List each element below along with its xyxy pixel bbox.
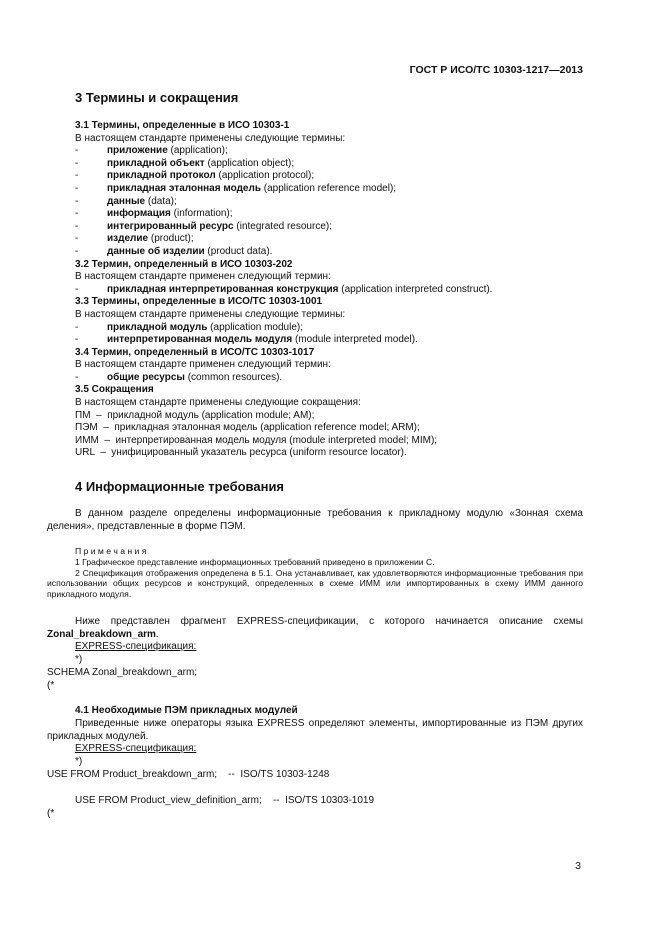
term-gloss: (application interpreted construct). [338, 283, 493, 295]
term-entry [107, 372, 282, 385]
term-item [75, 145, 583, 158]
subsection-3-5-intro: В настоящем стандарте применены следующие сокращения: [75, 397, 361, 409]
list-dash: - [75, 145, 79, 157]
term-name: данные [107, 195, 146, 207]
list-dash: - [75, 220, 79, 232]
code-comment-close: *) [75, 654, 83, 665]
list-dash: - [75, 182, 79, 194]
term-item [75, 284, 583, 297]
term-item [75, 233, 583, 246]
code-use-product-breakdown: USE FROM Product_breakdown_arm; -- ISO/TS 10303-1248 [47, 769, 330, 780]
term-name: прикладная интерпретированная конструкция [107, 283, 339, 295]
term-name: интегрированный ресурс [107, 220, 234, 232]
term-name: интерпретированная модель модуля [107, 334, 293, 346]
term-entry [107, 208, 233, 221]
term-entry [107, 170, 314, 183]
list-dash: - [75, 371, 79, 383]
express-intro-paragraph [47, 616, 583, 641]
term-name: прикладной объект [107, 157, 205, 169]
abbreviation-item: URL – унифицированный указатель ресурса (uniform resource locator). [75, 447, 407, 459]
section-4-title: 4 Информационные требования [75, 479, 285, 494]
abbreviation-list [75, 410, 583, 460]
term-list-3-3 [75, 322, 583, 347]
term-gloss: (application object); [204, 157, 295, 169]
subsection-3-3-heading: 3.3 Термины, определенные в ИСО/ТС 10303-1001 [75, 296, 323, 308]
term-entry [107, 183, 396, 196]
list-dash: - [75, 195, 79, 207]
subsection-3-2-heading: 3.2 Термин, определенный в ИСО 10303-202 [75, 258, 293, 270]
term-entry [107, 246, 272, 259]
term-item [75, 372, 583, 385]
list-dash: - [75, 170, 79, 182]
section-4-1-paragraph: Приведенные ниже операторы языка EXPRESS определяют элементы, импортированные из ПЭМ других прикладных модулей. [47, 718, 583, 742]
term-entry [107, 145, 228, 158]
schema-name: Zonal_breakdown_arm [47, 628, 156, 640]
subsection-3-3-intro: В настоящем стандарте применены следующие термины: [75, 308, 346, 320]
list-dash: - [75, 283, 79, 295]
term-item [75, 334, 583, 347]
term-list-3-4 [75, 372, 583, 385]
code-use-product-view: USE FROM Product_view_definition_arm; -- ISO/TS 10303-1019 [75, 795, 375, 806]
note-1: 1 Графическое представление информационных требований приведено в приложении С. [75, 557, 435, 567]
express-intro-period: . [155, 628, 159, 640]
term-name: прикладной модуль [107, 321, 208, 333]
term-name: данные об изделии [107, 245, 205, 257]
list-dash: - [75, 245, 79, 257]
term-gloss: (information); [170, 208, 233, 220]
term-list-3-2 [75, 284, 583, 297]
code-comment-close-2: *) [75, 756, 83, 767]
list-dash: - [75, 233, 79, 245]
subsection-3-5-heading: 3.5 Сокращения [75, 384, 154, 396]
subsection-3-4-heading: 3.4 Термин, определенный в ИСО/ТС 10303-1017 [75, 346, 315, 358]
term-item [75, 208, 583, 221]
term-item [75, 322, 583, 335]
subsection-3-2-intro: В настоящем стандарте применен следующий термин: [75, 271, 331, 283]
term-item [75, 246, 583, 259]
term-name: прикладной протокол [107, 170, 216, 182]
term-entry [107, 322, 303, 335]
term-gloss: (data); [145, 195, 177, 207]
document-code: ГОСТ Р ИСО/ТС 10303-1217—2013 [409, 64, 583, 76]
term-item [75, 170, 583, 183]
express-spec-label-2: EXPRESS-спецификация: [75, 743, 197, 754]
term-gloss: (product data). [204, 245, 273, 257]
express-spec-label: EXPRESS-спецификация: [75, 641, 197, 652]
list-dash: - [75, 208, 79, 220]
abbreviation-item: ПМ – прикладной модуль (application module; AM); [75, 409, 315, 421]
code-comment-open-2: (* [47, 808, 55, 819]
section-4-1-title: 4.1 Необходимые ПЭМ прикладных модулей [75, 705, 298, 716]
term-gloss: (module interpreted model). [292, 334, 418, 346]
term-entry [107, 334, 418, 347]
note-2: 2 Спецификация отображения определена в 5.1. Она устанавливает, как удовлетворяются информационные требования при использовании общих ресурсов и конструкций, определенных в схеме ИММ или импортированных в схему ИММ данного прикладного модуля. [47, 568, 583, 599]
subsection-3-1-heading: 3.1 Термины, определенные в ИСО 10303-1 [75, 120, 290, 131]
term-gloss: (integrated resource); [233, 220, 332, 232]
section-3-body [75, 120, 583, 460]
page-number: 3 [575, 860, 581, 872]
term-name: приложение [107, 145, 168, 157]
term-item [75, 196, 583, 209]
express-intro-text: Ниже представлен фрагмент EXPRESS-спецификации, с которого начинается описание схемы [75, 616, 583, 627]
term-gloss: (application module); [207, 321, 304, 333]
term-name: общие ресурсы [107, 371, 185, 383]
term-name: прикладная эталонная модель [107, 182, 261, 194]
term-gloss: (application protocol); [215, 170, 315, 182]
abbreviation-item: ПЭМ – прикладная эталонная модель (application reference model; ARM); [75, 422, 420, 434]
section-4-paragraph: В данном разделе определены информационные требования к прикладному модулю «Зонная схема деления», представленные в форме ПЭМ. [47, 508, 583, 532]
term-entry [107, 158, 294, 171]
code-comment-open: (* [47, 680, 55, 691]
term-name: информация [107, 208, 171, 220]
term-entry [107, 233, 194, 246]
subsection-3-1-intro: В настоящем стандарте применены следующие термины: [75, 132, 346, 144]
term-gloss: (common resources). [184, 371, 283, 383]
notes-title: П р и м е ч а н и я [75, 546, 147, 556]
subsection-3-4-intro: В настоящем стандарте применен следующий термин: [75, 359, 331, 371]
code-schema-line: SCHEMA Zonal_breakdown_arm; [47, 667, 198, 678]
term-gloss: (product); [148, 233, 194, 245]
list-dash: - [75, 321, 79, 333]
list-dash: - [75, 157, 79, 169]
term-item [75, 158, 583, 171]
list-dash: - [75, 334, 79, 346]
term-name: изделие [107, 233, 149, 245]
term-gloss: (application); [167, 145, 228, 157]
term-item [75, 221, 583, 234]
term-list-3-1 [75, 145, 583, 258]
term-entry [107, 196, 177, 209]
section-3-title: 3 Термины и сокращения [75, 90, 239, 105]
term-item [75, 183, 583, 196]
term-entry [107, 284, 492, 297]
term-gloss: (application reference model); [260, 182, 397, 194]
abbreviation-item: ИММ – интерпретированная модель модуля (module interpreted model; MIM); [75, 434, 438, 446]
term-entry [107, 221, 332, 234]
